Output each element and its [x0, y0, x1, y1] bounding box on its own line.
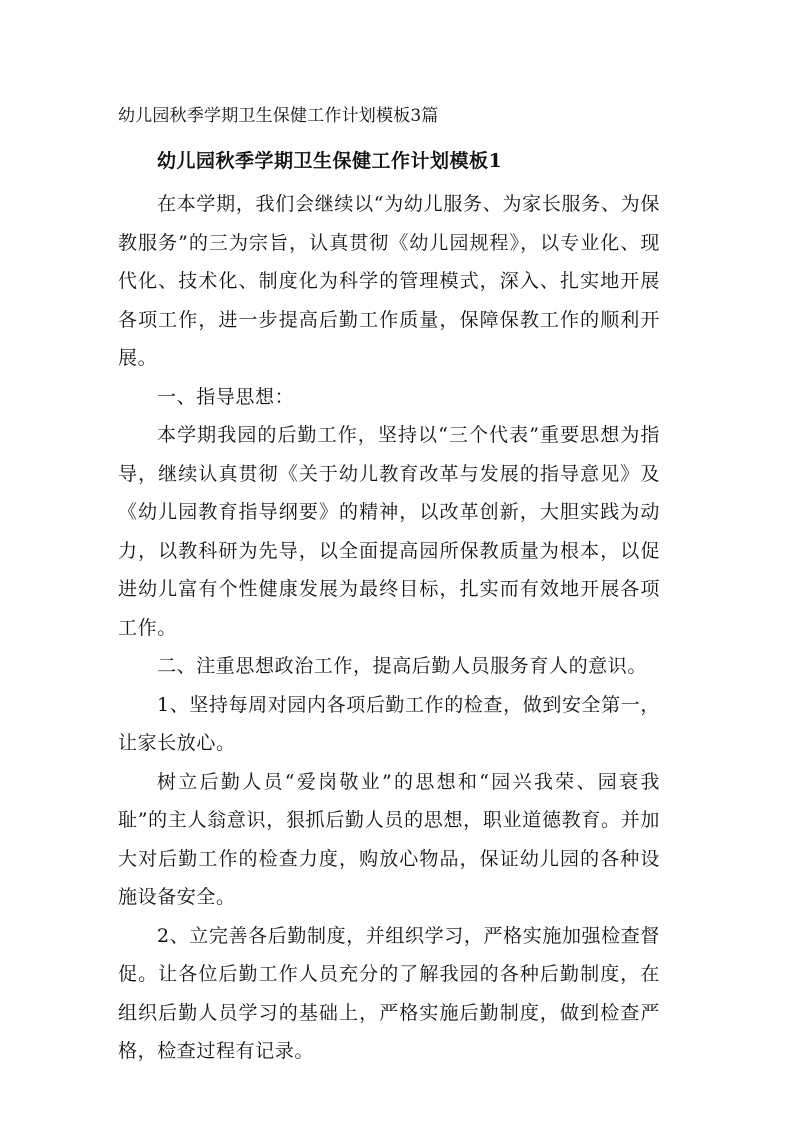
document-title: 幼儿园秋季学期卫生保健工作计划模板3篇 [118, 106, 439, 126]
paragraph-staff-awareness: 树立后勤人员“爱岗敬业”的思想和“园兴我荣、园衰我耻”的主人翁意识，狠抓后勤人员的思想，职业道德教育。并加大对后勤工作的检查力度，购放心物品，保证幼儿园的各种设施设备安全。 [118, 770, 660, 908]
paragraph-intro: 在本学期，我们会继续以“为幼儿服务、为家长服务、为保教服务”的三为宗旨，认真贯彻《幼儿园规程》，以专业化、现代化、技术化、制度化为科学的管理模式，深入、扎实地开展各项工作，进一步提高后勤工作质量，保障保教工作的顺利开展。 [118, 193, 660, 369]
document-body [118, 185, 660, 1071]
heading-political-work: 二、注重思想政治工作，提高后勤人员服务育人的意识。 [157, 655, 648, 677]
paragraph-item-1: 1、坚持每周对园内各项后勤工作的检查，做到安全第一，让家长放心。 [118, 693, 660, 754]
section-heading: 幼儿园秋季学期卫生保健工作计划模板1 [157, 150, 503, 172]
paragraph-guiding-ideology: 本学期我园的后勤工作，坚持以“三个代表”重要思想为指导，继续认真贯彻《关于幼儿教育改革与发展的指导意见》及《幼儿园教育指导纲要》的精神，以改革创新，大胆实践为动力，以教科研为先导，以全面提高园所保教质量为根本，以促进幼儿富有个性健康发展为最终目标，扎实而有效地开展各项工作。 [118, 424, 660, 639]
heading-guiding-ideology: 一、指导思想： [157, 385, 295, 408]
paragraph-item-2: 2、立完善各后勤制度，并组织学习，严格实施加强检查督促。让各位后勤工作人员充分的了解我园的各种后勤制度，在组织后勤人员学习的基础上，严格实施后勤制度，做到检查严格，检查过程有记录。 [118, 924, 660, 1062]
